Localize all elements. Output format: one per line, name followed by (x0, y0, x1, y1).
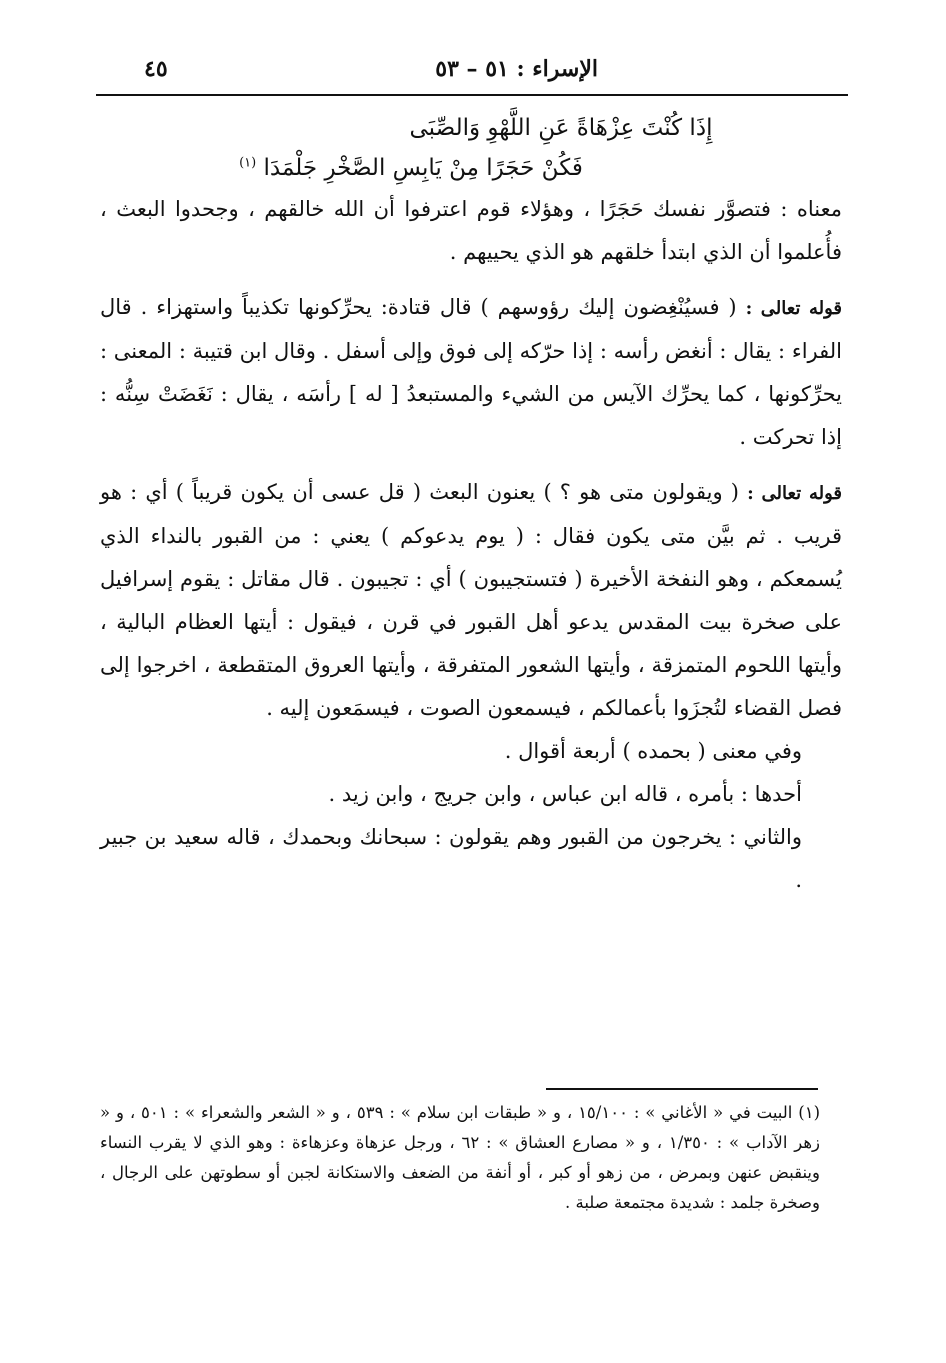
paragraph-text: ( فسيُنْغِضون إليك رؤوسهم ) قال قتادة: يحرِّكونها تكذيباً واستهزاء . قال الفراء : يقال : أنغض رأسه : إذا حرّكه إلى فوق وإلى أسفل . وقال ابن قتيبة : المعنى : يحرِّكونها ، كما يحرِّك الآيس من الشيء والمستبعدُ [ له ] رأسَه ، يقال : نَغَضَتْ سِنُّه : إذا تحركت . (100, 295, 842, 449)
paragraph-text: وفي معنى ( بحمده ) أربعة أقوال . (504, 739, 802, 763)
footnote-rule (546, 1088, 818, 1090)
verse-line-2-text: فَكُنْ حَجَرًا مِنْ يَابِسِ الصَّخْرِ جَلْمَدَا (263, 155, 583, 181)
paragraph-lead: قوله تعالى : (745, 298, 842, 319)
verse-line-1-text: إِذَا كُنْتَ عِزْهَاةً عَنِ اللَّهْوِ وَالصِّبَى (409, 115, 713, 141)
paragraph-text: والثاني : يخرجون من القبور وهم يقولون : سبحانك وبحمدك ، قاله سعيد بن جبير . (100, 825, 802, 892)
paragraph-text: ( ويقولون متى هو ؟ ) يعنون البعث ( قل عسى أن يكون قريباً ) أي : هو قريب . ثم بيَّن متى يكون فقال : ( يوم يدعوكم ) يعني : من القبور بالنداء الذي يُسمعكم ، وهو النفخة الأخيرة ( فتستجيبون ) أي : تجيبون . قال مقاتل : يقوم إسرافيل على صخرة بيت المقدس يدعو أهل القبور في قرن ، فيقول : أيتها العظام البالية ، وأيتها اللحوم المتمزقة ، وأيتها الشعور المتفرقة ، وأيتها العروق المتقطعة ، اخرجوا إلى فصل القضاء لتُجزَوا بأعمالكم ، فيسمعون الصوت ، فيسمَعون إليه . (100, 480, 842, 720)
paragraph-3 (100, 471, 842, 730)
footnote-marker: (١) (239, 155, 257, 171)
main-text (100, 108, 842, 902)
page-number: ٤٥ (144, 56, 168, 82)
paragraph-4 (100, 730, 842, 773)
paragraph-1 (100, 188, 842, 274)
footnote-text: (١) البيت في « الأغاني » : ١٥/١٠٠ ، و « طبقات ابن سلام » : ٥٣٩ ، و « الشعر والشعراء » : ٥٠١ ، و « زهر الآداب » : ١/٣٥٠ ، و « مصارع العشاق » : ٦٢ ، ورجل عزهاة وعزهاءة : وهو الذي لا يقرب النساء وينقبض عنهن وبمرض ، من زهو أو كبر ، أو أنفة من الضعف والاستكانة لجبن أو سطوتهن على الرجال ، وصخرة جلمد : شديدة مجتمعة صلبة . (100, 1103, 821, 1212)
paragraph-2 (100, 286, 842, 459)
paragraph-lead: قوله تعالى : (747, 483, 842, 504)
paragraph-text: أحدها : بأمره ، قاله ابن عباس ، وابن جريج ، وابن زيد . (328, 782, 802, 806)
paragraph-6 (100, 816, 842, 902)
paragraph-5 (100, 773, 842, 816)
chapter-title: الإسراء : ٥١ – ٥٣ (435, 56, 598, 82)
footnote (100, 1098, 820, 1218)
verse-line-1 (100, 108, 842, 148)
paragraph-text: معناه : فتصوَّر نفسك حَجَرًا ، وهؤلاء قوم اعترفوا أن الله خالقهم ، وجحدوا البعث ، فأُعلموا أن الذي ابتدأ خلقهم هو الذي يحييهم . (100, 197, 842, 264)
verse-line-2 (100, 148, 842, 188)
header-rule (96, 94, 848, 96)
running-header (96, 52, 848, 92)
